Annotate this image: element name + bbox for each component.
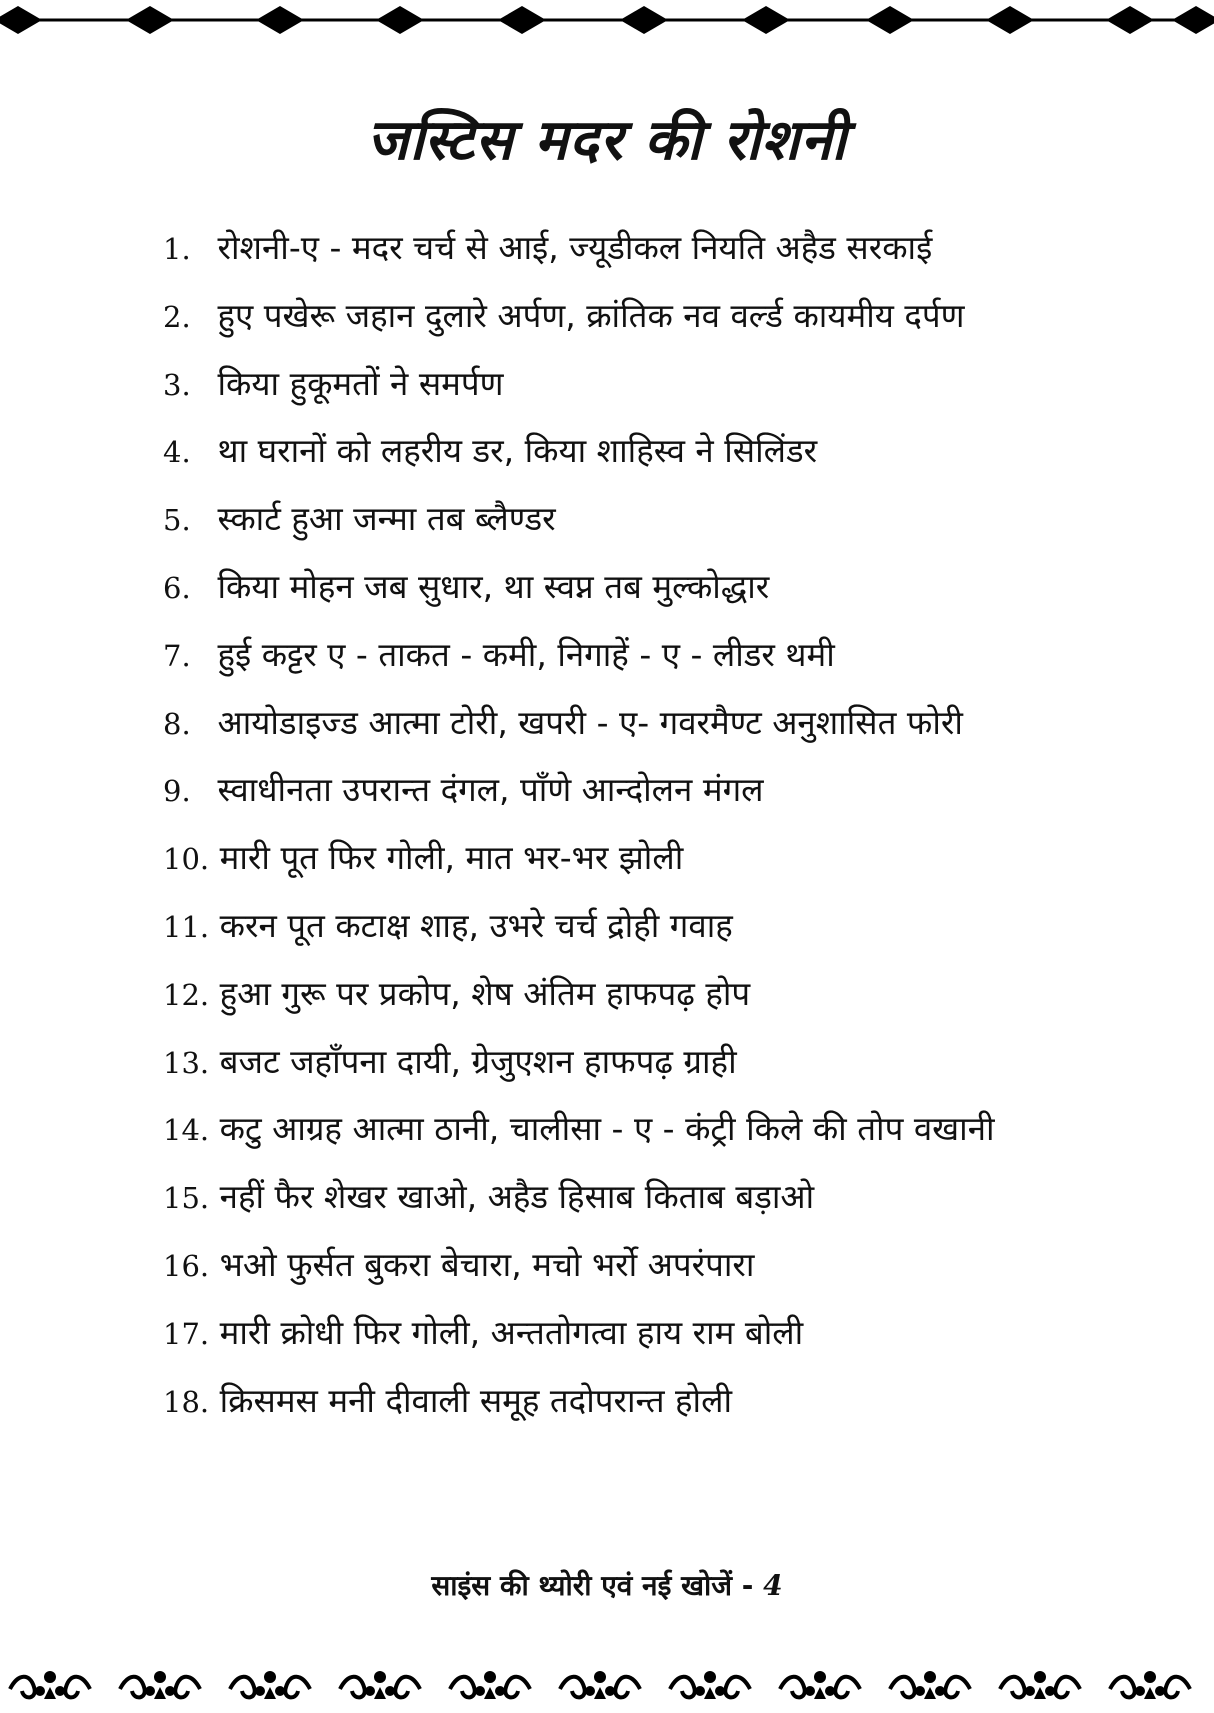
verse-text: था घरानों को लहरीय डर, किया शाहिस्व ने सिलिंडर [217, 431, 818, 471]
top-diamond-border [0, 0, 1214, 44]
verse-text: करन पूत कटाक्ष शाह, उभरे चर्च द्रोही गवाह [219, 905, 733, 945]
list-item [163, 1239, 1123, 1307]
verse-text: हुए पखेरू जहान दुलारे अर्पण, क्रांतिक नव वर्ल्ड कायमीय दर्पण [217, 295, 965, 335]
verse-number: 8. [163, 706, 191, 741]
verse-number: 13. [163, 1045, 210, 1080]
bottom-ornament-border [0, 1660, 1214, 1710]
verse-text: किया मोहन जब सुधार, था स्वप्न तब मुल्कोद्धार [217, 566, 770, 606]
verse-text: नहीं फैर शेखर खाओ, अहैड हिसाब किताब बड़ाओ [219, 1177, 815, 1217]
verse-text: हुई कट्टर ए - ताकत - कमी, निगाहें - ए - लीडर थमी [217, 634, 835, 674]
verse-number: 3. [163, 367, 191, 402]
verse-number: 11. [163, 909, 210, 944]
floral-ornament [450, 1671, 530, 1699]
list-item [163, 493, 1123, 561]
list-item [163, 1375, 1123, 1443]
verse-list [163, 222, 1123, 1442]
diamond-ornament [986, 6, 1034, 34]
verse-number: 5. [163, 503, 191, 538]
list-item [163, 968, 1123, 1036]
floral-ornament [340, 1671, 420, 1699]
floral-ornament [1000, 1671, 1080, 1699]
verse-number: 7. [163, 638, 191, 673]
verse-number: 6. [163, 570, 191, 605]
list-item [163, 900, 1123, 968]
verse-number: 10. [163, 842, 210, 877]
verse-text: बजट जहाँपना दायी, ग्रेजुएशन हाफपढ़ ग्राही [219, 1041, 737, 1081]
floral-ornament [120, 1671, 200, 1699]
floral-ornament [230, 1671, 310, 1699]
page-number: 4 [763, 1569, 783, 1602]
diamond-ornament [498, 6, 546, 34]
floral-ornament [560, 1671, 640, 1699]
verse-number: 15. [163, 1181, 210, 1216]
floral-ornament [1110, 1671, 1190, 1699]
verse-text: कटु आग्रह आत्मा ठानी, चालीसा - ए - कंट्री किले की तोप वखानी [219, 1109, 995, 1149]
list-item [163, 1103, 1123, 1171]
diamond-ornament [866, 6, 914, 34]
verse-number: 4. [163, 435, 191, 470]
diamond-ornament [1106, 6, 1154, 34]
verse-number: 12. [163, 977, 210, 1012]
verse-number: 1. [163, 232, 191, 266]
verse-number: 14. [163, 1113, 210, 1148]
list-item [163, 1171, 1123, 1239]
diamond-ornament [620, 6, 668, 34]
verse-text: किया हुकूमतों ने समर्पण [217, 363, 504, 403]
diamond-ornament [256, 6, 304, 34]
list-item [163, 425, 1123, 493]
list-item [163, 1036, 1123, 1104]
diamond-ornament [376, 6, 424, 34]
verse-number: 16. [163, 1248, 210, 1283]
verse-text: मारी क्रोधी फिर गोली, अन्ततोगत्वा हाय राम बोली [219, 1312, 804, 1352]
diamond-ornament [126, 6, 174, 34]
footer-separator: - [741, 1569, 754, 1602]
list-item [163, 290, 1123, 358]
list-item [163, 1307, 1123, 1375]
verse-number: 2. [163, 299, 191, 334]
verse-text: स्वाधीनता उपरान्त दंगल, पाँणे आन्दोलन मंगल [217, 770, 764, 810]
list-item [163, 629, 1123, 697]
verse-text: भओ फुर्सत बुकरा बेचारा, मचो भर्रो अपरंपारा [219, 1244, 755, 1284]
diamond-ornament [742, 6, 790, 34]
verse-number: 9. [163, 774, 191, 809]
verse-text: स्कार्ट हुआ जन्मा तब ब्लैण्डर [217, 499, 556, 539]
list-item [163, 832, 1123, 900]
verse-number: 17. [163, 1316, 210, 1351]
verse-text: रोशनी-ए - मदर चर्च से आई, ज्यूडीकल नियति अहैड सरकाई [217, 228, 933, 267]
diamond-ornament [0, 6, 42, 34]
floral-ornament [670, 1671, 750, 1699]
verse-text: हुआ गुरू पर प्रकोप, शेष अंतिम हाफपढ़ होप [219, 973, 751, 1013]
list-item [163, 222, 1123, 290]
verse-text: मारी पूत फिर गोली, मात भर-भर झोली [219, 838, 684, 878]
floral-ornament [10, 1671, 90, 1699]
verse-text: आयोडाइज्ड आत्मा टोरी, खपरी - ए- गवरमैण्ट अनुशासित फोरी [217, 702, 963, 742]
list-item [163, 561, 1123, 629]
list-item [163, 358, 1123, 426]
floral-ornament [890, 1671, 970, 1699]
verse-text: क्रिसमस मनी दीवाली समूह तदोपरान्त होली [219, 1380, 732, 1420]
page-title: जस्टिस मदर की रोशनी [366, 108, 848, 173]
book-title: साइंस की थ्योरी एवं नई खोजें [431, 1569, 733, 1602]
list-item [163, 764, 1123, 832]
list-item [163, 697, 1123, 765]
verse-number: 18. [163, 1384, 210, 1419]
diamond-ornament [1172, 6, 1214, 34]
page-footer [0, 1566, 1214, 1604]
floral-ornament [780, 1671, 860, 1699]
